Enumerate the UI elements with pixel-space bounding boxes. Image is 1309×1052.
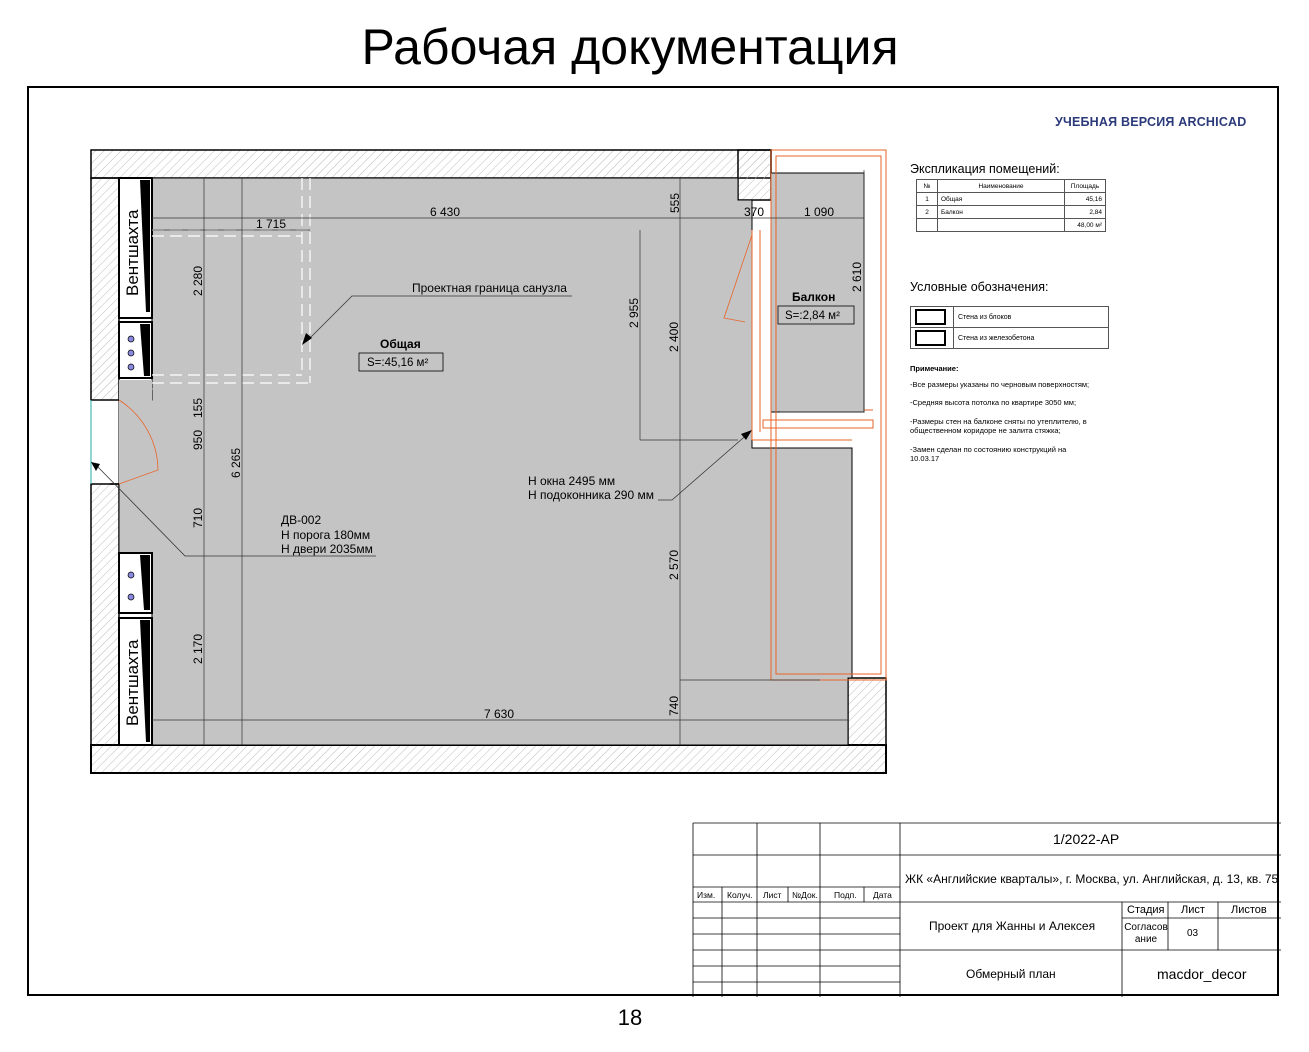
note-item: -Средняя высота потолка по квартире 3050 мм; [910, 398, 1077, 407]
stamp-code: 1/2022-АР [1053, 831, 1120, 847]
door-callout-2: Н порога 180мм [281, 528, 371, 542]
window-callout-2: Н подоконника 290 мм [528, 488, 654, 502]
note-item: -Все размеры указаны по черновым поверхностям; [910, 379, 1090, 389]
stamp-col: Дата [873, 890, 892, 900]
legend-swatch-cell [911, 307, 954, 328]
dim-text: 1 715 [256, 217, 287, 231]
stamp-col: Лист [763, 890, 782, 900]
dim-text: 555 [668, 192, 682, 213]
note-item: -Замен сделан по состоянию конструкций на 10.03.17 [910, 444, 1067, 463]
stamp-address: ЖК «Английские кварталы», г. Москва, ул. Английская, д. 13, кв. 75 [905, 872, 1279, 886]
table-row [917, 206, 1106, 219]
explication-title: Экспликация помещений: [910, 162, 1060, 176]
page-title: Рабочая документация [361, 19, 899, 75]
table-cell: Балкон [938, 206, 1065, 219]
dim-text: 2 280 [191, 265, 205, 296]
stamp-stage-label: Стадия [1127, 904, 1165, 916]
dim-text: 2 400 [667, 321, 681, 352]
dim-text: 2 170 [191, 633, 205, 664]
table-cell: Общая [938, 193, 1065, 206]
door-callout-1: ДВ-002 [281, 513, 322, 527]
stamp-col: №Док. [792, 890, 818, 900]
window-callout-1: Н окна 2495 мм [528, 474, 616, 488]
table-row [917, 193, 1106, 206]
table-cell: 2 [917, 206, 938, 219]
concrete-wall-swatch [915, 330, 946, 346]
stamp-project: Проект для Жанны и Алексея [929, 919, 1096, 933]
dim-text: 2 955 [627, 297, 641, 328]
page-number: 18 [617, 1005, 643, 1030]
stamp-company: macdor_decor [1157, 966, 1247, 982]
dim-text: 2 570 [667, 549, 681, 580]
table-cell [938, 219, 1065, 232]
stamp-sheet-value: 03 [1187, 928, 1199, 939]
room-name: Общая [380, 337, 421, 351]
legend-swatch-cell [911, 328, 954, 349]
legend-label: Стена из железобетона [954, 328, 1109, 349]
dim-text: 1 090 [804, 205, 835, 219]
dim-text: 6 430 [430, 205, 461, 219]
table-total: 48,00 м² [1065, 219, 1106, 232]
arrow-head [91, 462, 100, 471]
table-header: Площадь [1065, 180, 1106, 193]
dim-text: 370 [744, 205, 765, 219]
notes [910, 364, 1095, 473]
block-wall-swatch [915, 309, 946, 325]
table-cell: 2,84 [1065, 206, 1106, 219]
stamp-col: Изм. [697, 890, 716, 900]
dim-text: 740 [667, 695, 681, 716]
explication-table [916, 179, 1106, 232]
door-callout-3: Н двери 2035мм [281, 542, 373, 556]
stamp-col: Колуч. [727, 890, 753, 900]
table-cell: 1 [917, 193, 938, 206]
legend-table [910, 306, 1109, 349]
table-cell [917, 219, 938, 232]
room-area: S=:45,16 м² [367, 357, 429, 369]
room-name: Балкон [792, 290, 836, 304]
table-cell: 45,16 [1065, 193, 1106, 206]
bathroom-callout: Проектная граница санузла [412, 281, 567, 295]
dim-text: 2 610 [850, 261, 864, 292]
notes-heading: Примечание: [910, 364, 959, 373]
shaft-label: Вентшахта [123, 209, 142, 296]
dim-text: 155 [191, 397, 205, 418]
table-header: Наименование [938, 180, 1065, 193]
dim-text: 7 630 [484, 707, 515, 721]
watermark: УЧЕБНАЯ ВЕРСИЯ ARCHICAD [1055, 115, 1247, 129]
shaft-label: Вентшахта [123, 639, 142, 726]
stamp-stage-value: Согласов ание [1124, 922, 1168, 945]
dim-text: 710 [191, 507, 205, 528]
stamp-drawing: Обмерный план [966, 967, 1056, 981]
legend-title: Условные обозначения: [910, 280, 1049, 294]
legend-row [911, 328, 1109, 349]
stamp-sheets-label: Листов [1231, 904, 1267, 916]
stamp-col: Подп. [834, 890, 857, 900]
table-row [917, 219, 1106, 232]
note-item: -Размеры стен на балконе сняты по утеплителю, в общественном коридоре не залита стяжка; [910, 416, 1087, 435]
stamp-sheet-label: Лист [1181, 904, 1205, 916]
legend-row [911, 307, 1109, 328]
legend-label: Стена из блоков [954, 307, 1109, 328]
room-area: S=:2,84 м² [785, 310, 840, 322]
dim-text: 950 [191, 429, 205, 450]
table-header: № [917, 180, 938, 193]
dim-text: 6 265 [229, 447, 243, 478]
